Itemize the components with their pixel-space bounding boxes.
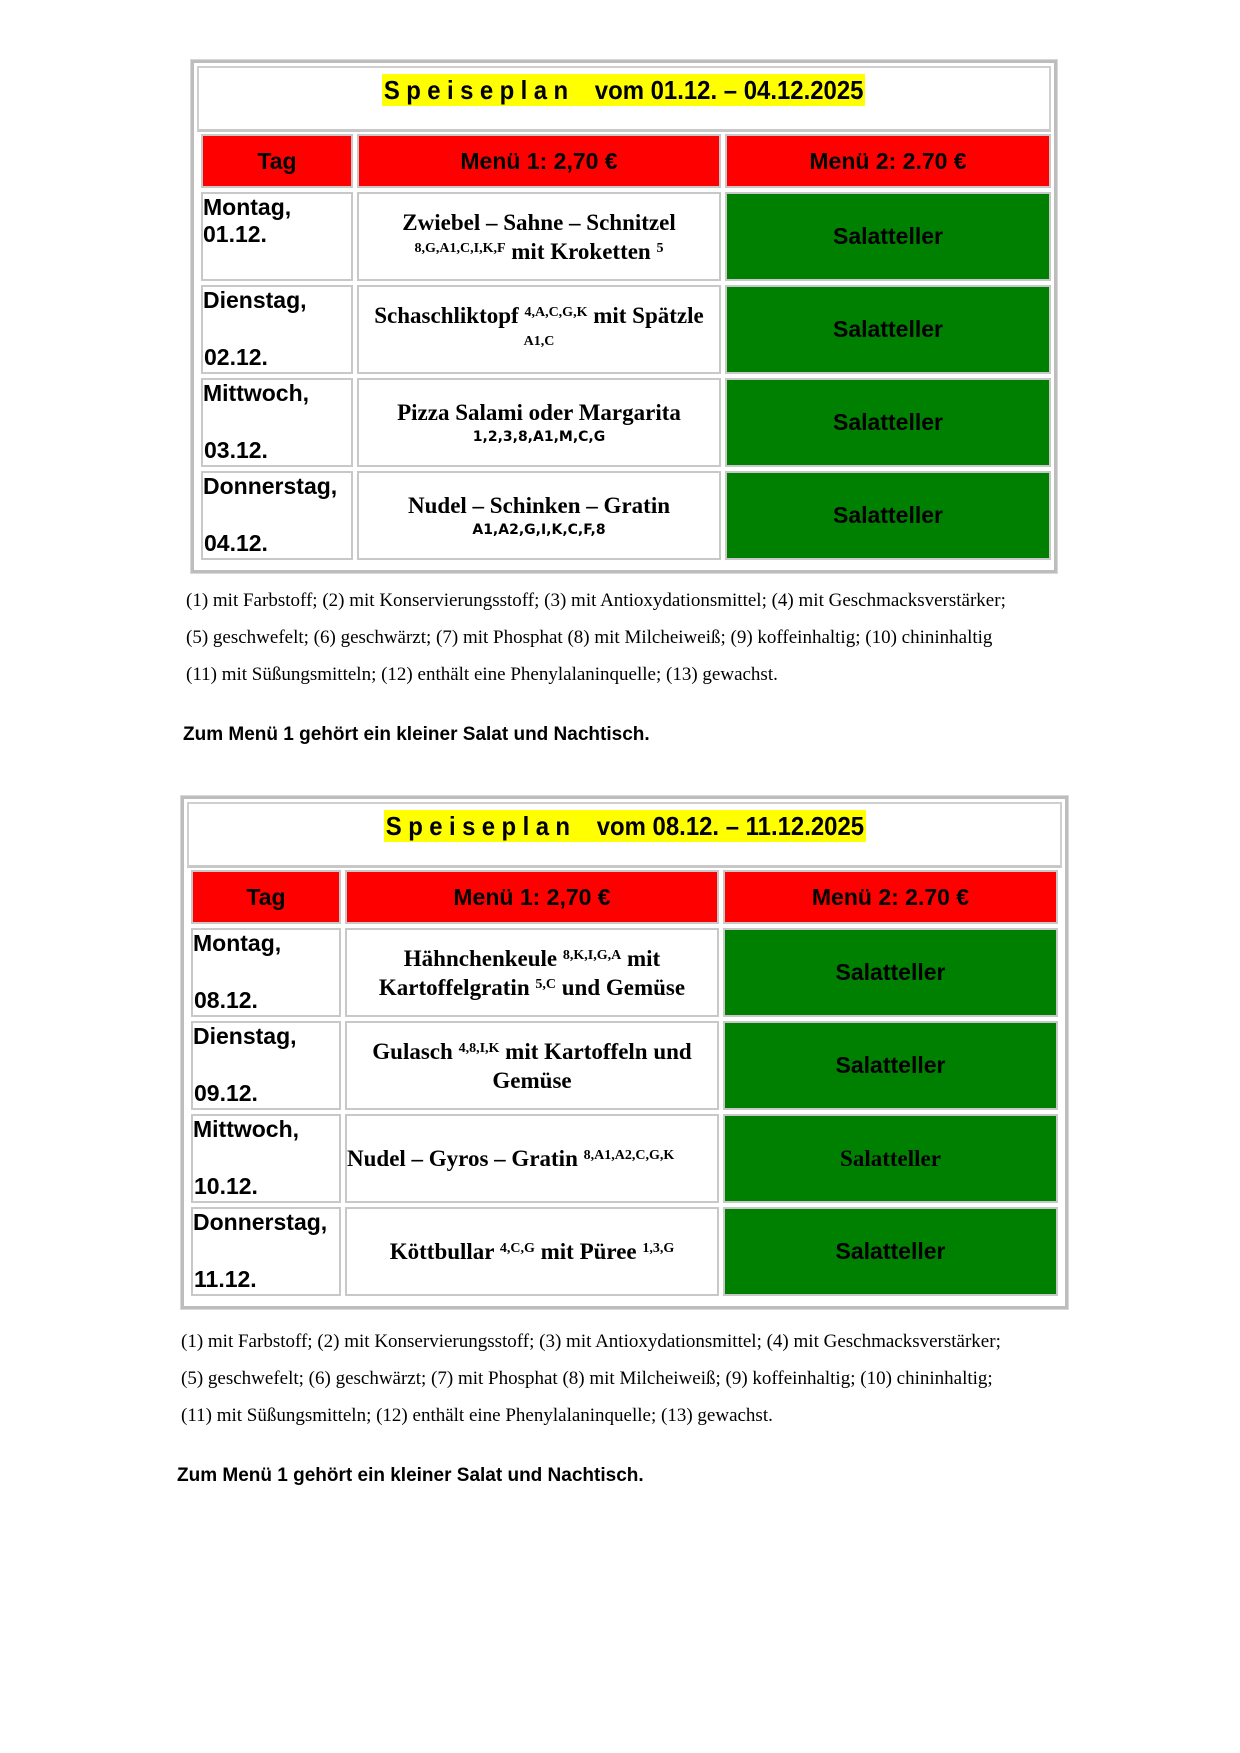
day-cell: Dienstag, 02.12. bbox=[201, 285, 353, 374]
allergen-codes: A1,C bbox=[523, 333, 555, 349]
footnote-line: (1) mit Farbstoff; (2) mit Konservierungsstoff; (3) mit Antioxydationsmittel; (4) mit Geschmacksverstärker; bbox=[186, 590, 1006, 611]
allergen-codes: 1,2,3,8,A1,M,C,G bbox=[472, 429, 606, 445]
day-cell: Donnerstag, 04.12. bbox=[201, 471, 353, 560]
header-menu-2: Menü 2: 2.70 € bbox=[723, 870, 1058, 924]
day-cell: Montag, 08.12. bbox=[191, 928, 341, 1017]
menu-plan-2 bbox=[181, 796, 1068, 1309]
plan-title: Speiseplan vom 01.12. – 04.12.2025 bbox=[384, 75, 864, 105]
allergen-codes: 5 bbox=[656, 240, 664, 256]
allergen-codes: 8,K,I,G,A bbox=[562, 947, 622, 963]
table-row bbox=[201, 285, 1051, 374]
menu-2-dish: Salatteller bbox=[723, 928, 1058, 1017]
plan-title: Speiseplan vom 08.12. – 11.12.2025 bbox=[385, 811, 864, 841]
footnote-line: (5) geschwefelt; (6) geschwärzt; (7) mit Phosphat (8) mit Milcheiweiß; (9) koffeinhaltig; (10) chininhaltig; bbox=[181, 1368, 993, 1389]
footnote-line: (11) mit Süßungsmitteln; (12) enthält eine Phenylalaninquelle; (13) gewachst. bbox=[186, 664, 778, 685]
header-menu-2: Menü 2: 2.70 € bbox=[725, 134, 1051, 188]
header-menu-1: Menü 1: 2,70 € bbox=[345, 870, 719, 924]
menu-table bbox=[197, 130, 1055, 564]
menu-1-dish: Hähnchenkeule $^{8,K,I,G,A}$ mit Kartoffelgratin $^{5,C}$ und Gemüse bbox=[345, 928, 719, 1017]
allergen-footnotes bbox=[181, 1323, 1001, 1434]
day-cell: Donnerstag, 11.12. bbox=[191, 1207, 341, 1296]
table-row bbox=[191, 1021, 1058, 1110]
menu-note: Zum Menü 1 gehört ein kleiner Salat und Nachtisch. bbox=[177, 1465, 644, 1486]
allergen-codes: 4,C,G bbox=[499, 1241, 535, 1256]
allergen-codes: A1,A2,G,I,K,C,F,8 bbox=[472, 522, 606, 538]
footnote-line: (5) geschwefelt; (6) geschwärzt; (7) mit Phosphat (8) mit Milcheiweiß; (9) koffeinhaltig; (10) chininhaltig bbox=[186, 627, 993, 648]
menu-1-dish: Gulasch $^{4,8,I,K}$ mit Kartoffeln und Gemüse bbox=[345, 1021, 719, 1110]
allergen-codes: 8,G,A1,C,I,K,F bbox=[414, 240, 506, 256]
header-row bbox=[201, 134, 1051, 188]
menu-1-dish: Pizza Salami oder Margarita 1,2,3,8,A1,M,C,G bbox=[357, 378, 721, 467]
plan-title-row bbox=[197, 66, 1051, 132]
plan-title-row bbox=[187, 802, 1062, 868]
allergen-codes: 4,A,C,G,K bbox=[524, 304, 588, 320]
header-day: Tag bbox=[201, 134, 353, 188]
menu-1-dish: Schaschliktopf $^{4,A,C,G,K}$ mit Spätzle $^{A1,C}$ bbox=[357, 285, 721, 374]
table-row bbox=[191, 1114, 1058, 1203]
menu-1-dish: Nudel – Gyros – Gratin $^{8,A1,A2,C,G,K}$ bbox=[345, 1114, 719, 1203]
table-row bbox=[191, 928, 1058, 1017]
allergen-codes: 5,C bbox=[535, 976, 556, 992]
menu-2-dish: Salatteller bbox=[725, 285, 1051, 374]
day-cell: Dienstag, 09.12. bbox=[191, 1021, 341, 1110]
table-row bbox=[191, 1207, 1058, 1296]
menu-plan-1 bbox=[191, 60, 1057, 573]
menu-table bbox=[187, 866, 1062, 1300]
allergen-codes: 1,3,G bbox=[642, 1241, 675, 1256]
header-row bbox=[191, 870, 1058, 924]
allergen-codes: 8,A1,A2,C,G,K bbox=[583, 1148, 675, 1163]
menu-note: Zum Menü 1 gehört ein kleiner Salat und Nachtisch. bbox=[183, 724, 650, 745]
menu-2-dish: Salatteller bbox=[723, 1207, 1058, 1296]
day-cell: Montag, 01.12. bbox=[201, 192, 353, 281]
table-row bbox=[201, 471, 1051, 560]
menu-2-dish: Salatteller bbox=[725, 192, 1051, 281]
allergen-footnotes bbox=[186, 582, 1006, 693]
menu-1-dish: Zwiebel – Sahne – Schnitzel $^{8,G,A1,C,I,K,F}$ mit Kroketten $^5$ bbox=[357, 192, 721, 281]
footnote-line: (1) mit Farbstoff; (2) mit Konservierungsstoff; (3) mit Antioxydationsmittel; (4) mit Geschmacksverstärker; bbox=[181, 1331, 1001, 1352]
menu-1-dish: Nudel – Schinken – Gratin A1,A2,G,I,K,C,F,8 bbox=[357, 471, 721, 560]
table-row bbox=[201, 192, 1051, 281]
day-cell: Mittwoch, 03.12. bbox=[201, 378, 353, 467]
menu-2-dish: Salatteller bbox=[723, 1114, 1058, 1203]
header-day: Tag bbox=[191, 870, 341, 924]
header-menu-1: Menü 1: 2,70 € bbox=[357, 134, 721, 188]
menu-2-dish: Salatteller bbox=[725, 471, 1051, 560]
footnote-line: (11) mit Süßungsmitteln; (12) enthält eine Phenylalaninquelle; (13) gewachst. bbox=[181, 1405, 773, 1426]
table-row bbox=[201, 378, 1051, 467]
allergen-codes: 4,8,I,K bbox=[458, 1040, 500, 1056]
menu-2-dish: Salatteller bbox=[723, 1021, 1058, 1110]
menu-2-dish: Salatteller bbox=[725, 378, 1051, 467]
day-cell: Mittwoch, 10.12. bbox=[191, 1114, 341, 1203]
menu-1-dish: Köttbullar $^{4,C,G}$ mit Püree $^{1,3,G}$ bbox=[345, 1207, 719, 1296]
